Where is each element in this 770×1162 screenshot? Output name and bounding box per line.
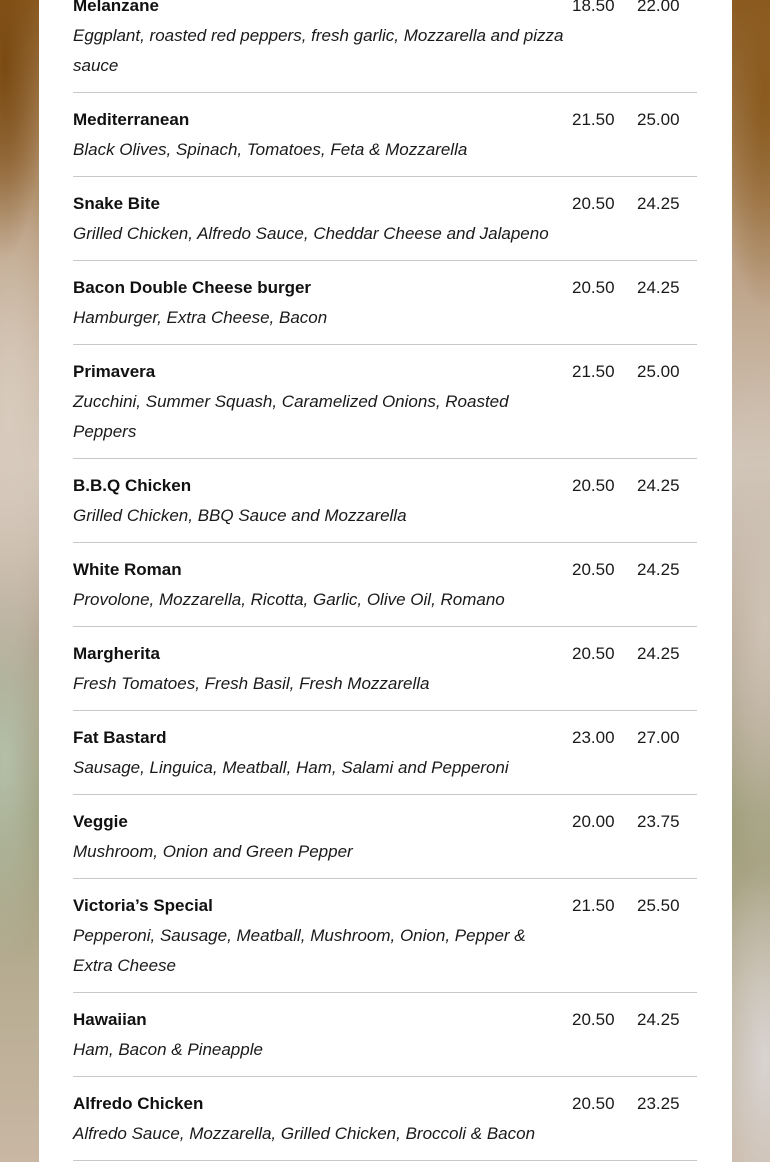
- item-price-large: 25.00: [637, 362, 680, 381]
- item-name: Margherita: [73, 644, 160, 663]
- item-description: Fresh Tomatoes, Fresh Basil, Fresh Mozzarella: [73, 674, 430, 693]
- item-price-small: 20.50: [572, 1094, 615, 1113]
- item-name: Veggie: [73, 812, 128, 831]
- item-price-large: 24.25: [637, 1010, 680, 1029]
- item-name: Melanzane: [73, 0, 159, 15]
- item-description: Grilled Chicken, Alfredo Sauce, Cheddar Cheese and Jalapeno: [73, 224, 549, 243]
- menu-item-alfredo-chicken: [73, 1077, 697, 1161]
- item-description: Ham, Bacon & Pineapple: [73, 1040, 263, 1059]
- item-description: Provolone, Mozzarella, Ricotta, Garlic, Olive Oil, Romano: [73, 590, 505, 609]
- menu-item-veggie: [73, 795, 697, 879]
- item-name: B.B.Q Chicken: [73, 476, 192, 495]
- menu-item-white-roman: [73, 543, 697, 627]
- menu-item-fat-bastard: [73, 711, 697, 795]
- item-description: Grilled Chicken, BBQ Sauce and Mozzarella: [73, 506, 407, 525]
- item-price-small: 20.50: [572, 476, 615, 495]
- item-name: Bacon Double Cheese burger: [73, 278, 312, 297]
- item-price-small: 21.50: [572, 362, 615, 381]
- item-price-small: 20.50: [572, 560, 615, 579]
- menu-item-melanzane: [73, 0, 697, 93]
- item-price-large: 24.25: [637, 278, 680, 297]
- item-price-small: 20.50: [572, 194, 615, 213]
- item-price-large: 23.25: [637, 1094, 680, 1113]
- item-name: Primavera: [73, 362, 156, 381]
- item-name: White Roman: [73, 560, 182, 579]
- item-price-small: 20.50: [572, 278, 615, 297]
- menu-item-mediterranean: [73, 93, 697, 177]
- item-description: Eggplant, roasted red peppers, fresh garlic, Mozzarella and pizza sauce: [73, 26, 564, 75]
- menu-item-victorias-special: [73, 879, 697, 993]
- item-price-large: 25.00: [637, 110, 680, 129]
- item-description: Pepperoni, Sausage, Meatball, Mushroom, Onion, Pepper & Extra Cheese: [73, 926, 526, 975]
- item-description: Zucchini, Summer Squash, Caramelized Onions, Roasted Peppers: [73, 392, 509, 441]
- menu-item-primavera: [73, 345, 697, 459]
- item-description: Alfredo Sauce, Mozzarella, Grilled Chicken, Broccoli & Bacon: [73, 1124, 536, 1143]
- item-price-large: 27.00: [637, 728, 680, 747]
- menu-item-bacon-double-cheese-burger: [73, 261, 697, 345]
- item-name: Alfredo Chicken: [73, 1094, 204, 1113]
- item-name: Fat Bastard: [73, 728, 167, 747]
- item-name: Mediterranean: [73, 110, 190, 129]
- item-description: Hamburger, Extra Cheese, Bacon: [73, 308, 328, 327]
- item-price-large: 22.00: [637, 0, 680, 15]
- item-price-small: 20.50: [572, 644, 615, 663]
- menu-item-margherita: [73, 627, 697, 711]
- item-description: Mushroom, Onion and Green Pepper: [73, 842, 353, 861]
- item-name: Victoria’s Special: [73, 896, 213, 915]
- item-description: Black Olives, Spinach, Tomatoes, Feta & Mozzarella: [73, 140, 468, 159]
- item-price-large: 24.25: [637, 194, 680, 213]
- item-price-large: 24.25: [637, 476, 680, 495]
- item-name: Snake Bite: [73, 194, 160, 213]
- item-price-large: 25.50: [637, 896, 680, 915]
- item-price-small: 21.50: [572, 110, 615, 129]
- item-price-small: 23.00: [572, 728, 615, 747]
- item-price-small: 20.50: [572, 1010, 615, 1029]
- menu-item-bbq-chicken: [73, 459, 697, 543]
- item-price-small: 21.50: [572, 896, 615, 915]
- menu-panel: [39, 0, 732, 1162]
- item-description: Sausage, Linguica, Meatball, Ham, Salami and Pepperoni: [73, 758, 509, 777]
- item-price-small: 18.50: [572, 0, 615, 15]
- item-price-small: 20.00: [572, 812, 615, 831]
- item-price-large: 23.75: [637, 812, 680, 831]
- menu-list: [73, 0, 697, 1161]
- item-price-large: 24.25: [637, 560, 680, 579]
- item-name: Hawaiian: [73, 1010, 147, 1029]
- item-price-large: 24.25: [637, 644, 680, 663]
- menu-item-hawaiian: [73, 993, 697, 1077]
- menu-item-snake-bite: [73, 177, 697, 261]
